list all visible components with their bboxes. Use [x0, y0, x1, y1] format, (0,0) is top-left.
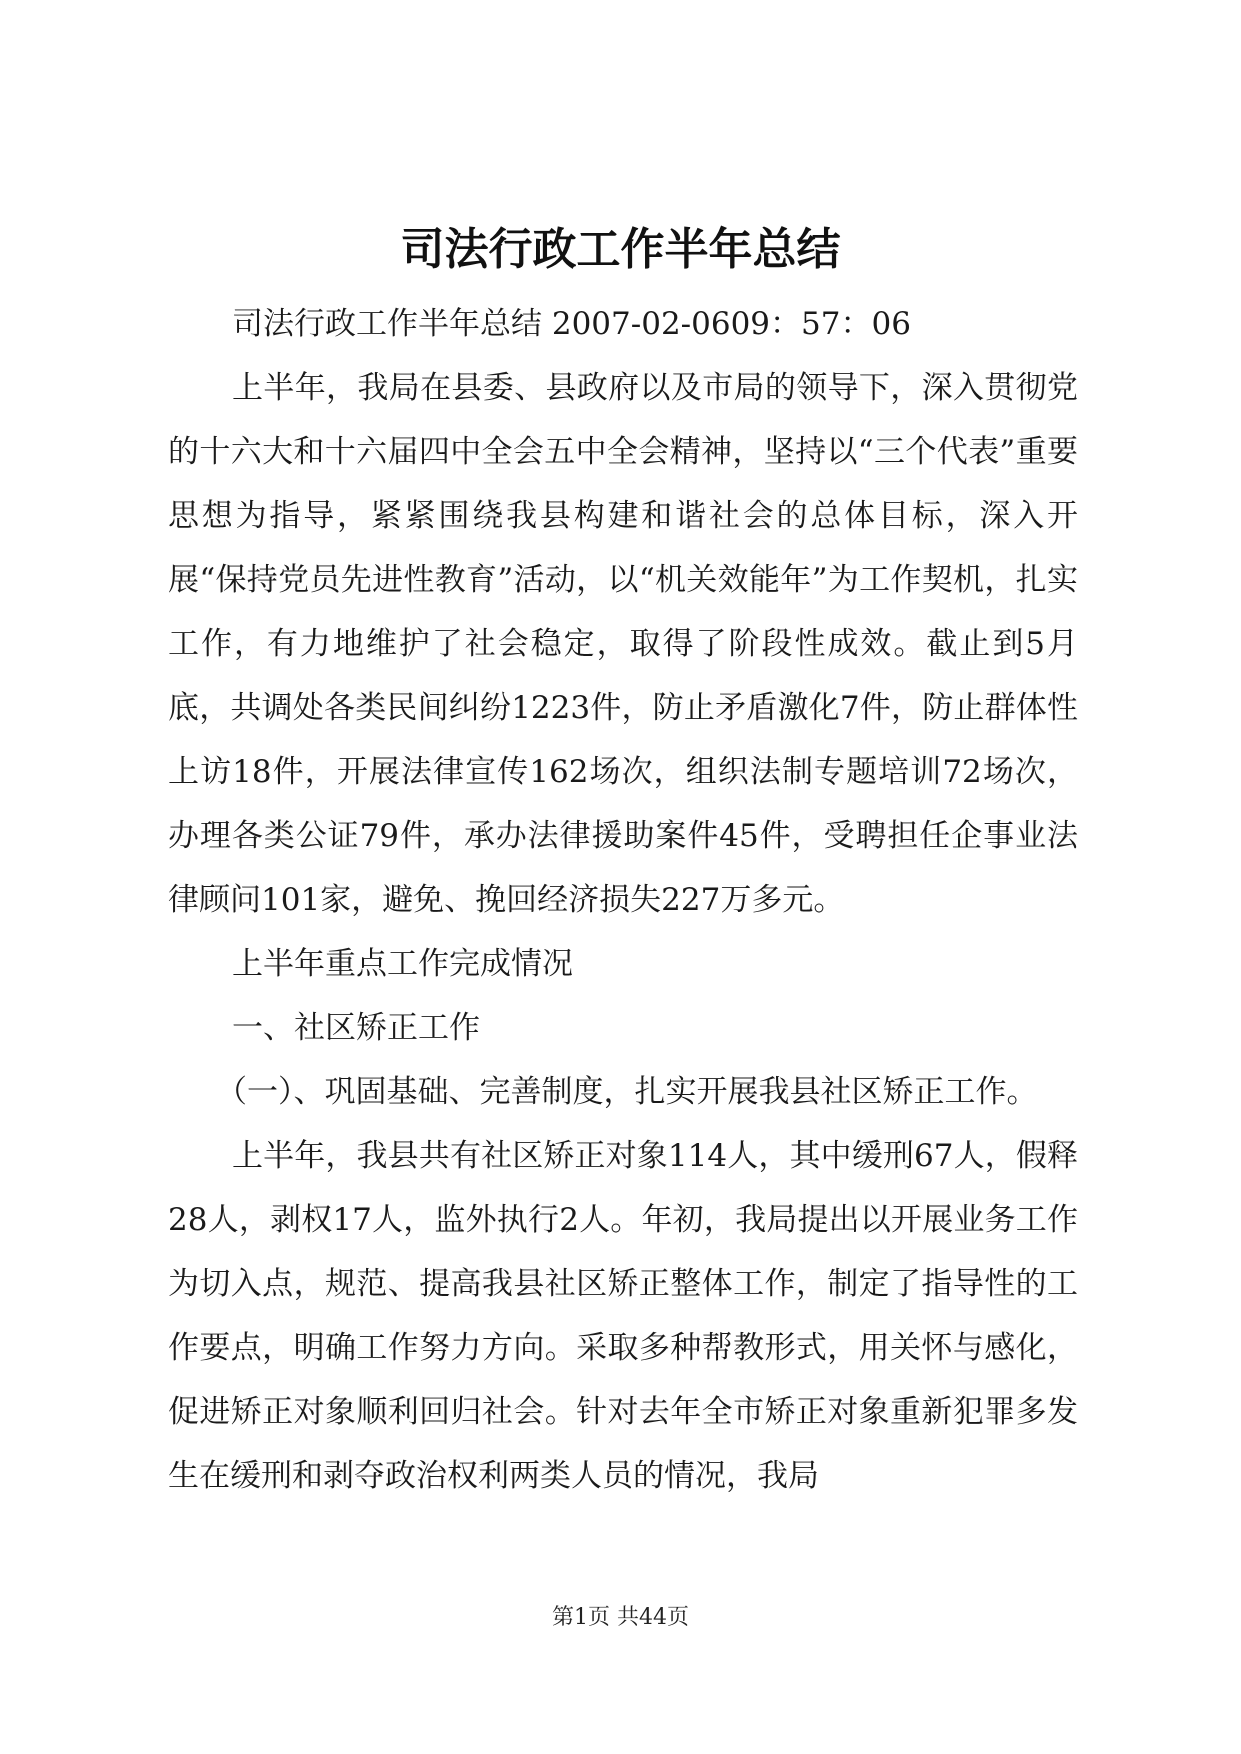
document-body [168, 292, 1078, 1508]
paragraph-heading-1: 一、社区矫正工作 [232, 1010, 480, 1046]
paragraph-subtitle-date: 司法行政工作半年总结 2007-02-0609：57：06 [232, 306, 911, 342]
page-footer: 第1页 共44页 [552, 1605, 689, 1630]
paragraph-section-heading: 上半年重点工作完成情况 [232, 946, 573, 982]
paragraph-intro: 上半年，我局在县委、县政府以及市局的领导下，深入贯彻党的十六大和十六届四中全会五中全会精神，坚持以“三个代表”重要思想为指导，紧紧围绕我县构建和谐社会的总体目标，深入开展“保持党员先进性教育”活动，以“机关效能年”为工作契机，扎实工作，有力地维护了社会稳定，取得了阶段性成效。截止到5月底，共调处各类民间纠纷1223件，防止矛盾激化7件，防止群体性上访18件，开展法律宣传162场次，组织法制专题培训72场次，办理各类公证79件，承办法律援助案件45件，受聘担任企事业法律顾问101家，避免、挽回经济损失227万多元。 [168, 370, 1078, 918]
document-title: 司法行政工作半年总结 [400, 224, 841, 275]
paragraph-subheading-1: （一）、巩固基础、完善制度，扎实开展我县社区矫正工作。 [216, 1074, 1038, 1110]
paragraph-body-1: 上半年，我县共有社区矫正对象114人，其中缓刑67人，假释28人，剥权17人，监外执行2人。年初，我局提出以开展业务工作为切入点，规范、提高我县社区矫正整体工作，制定了指导性的工作要点，明确工作努力方向。采取多种帮教形式，用关怀与感化，促进矫正对象顺利回归社会。针对去年全市矫正对象重新犯罪多发生在缓刑和剥夺政治权利两类人员的情况，我局 [168, 1138, 1078, 1494]
